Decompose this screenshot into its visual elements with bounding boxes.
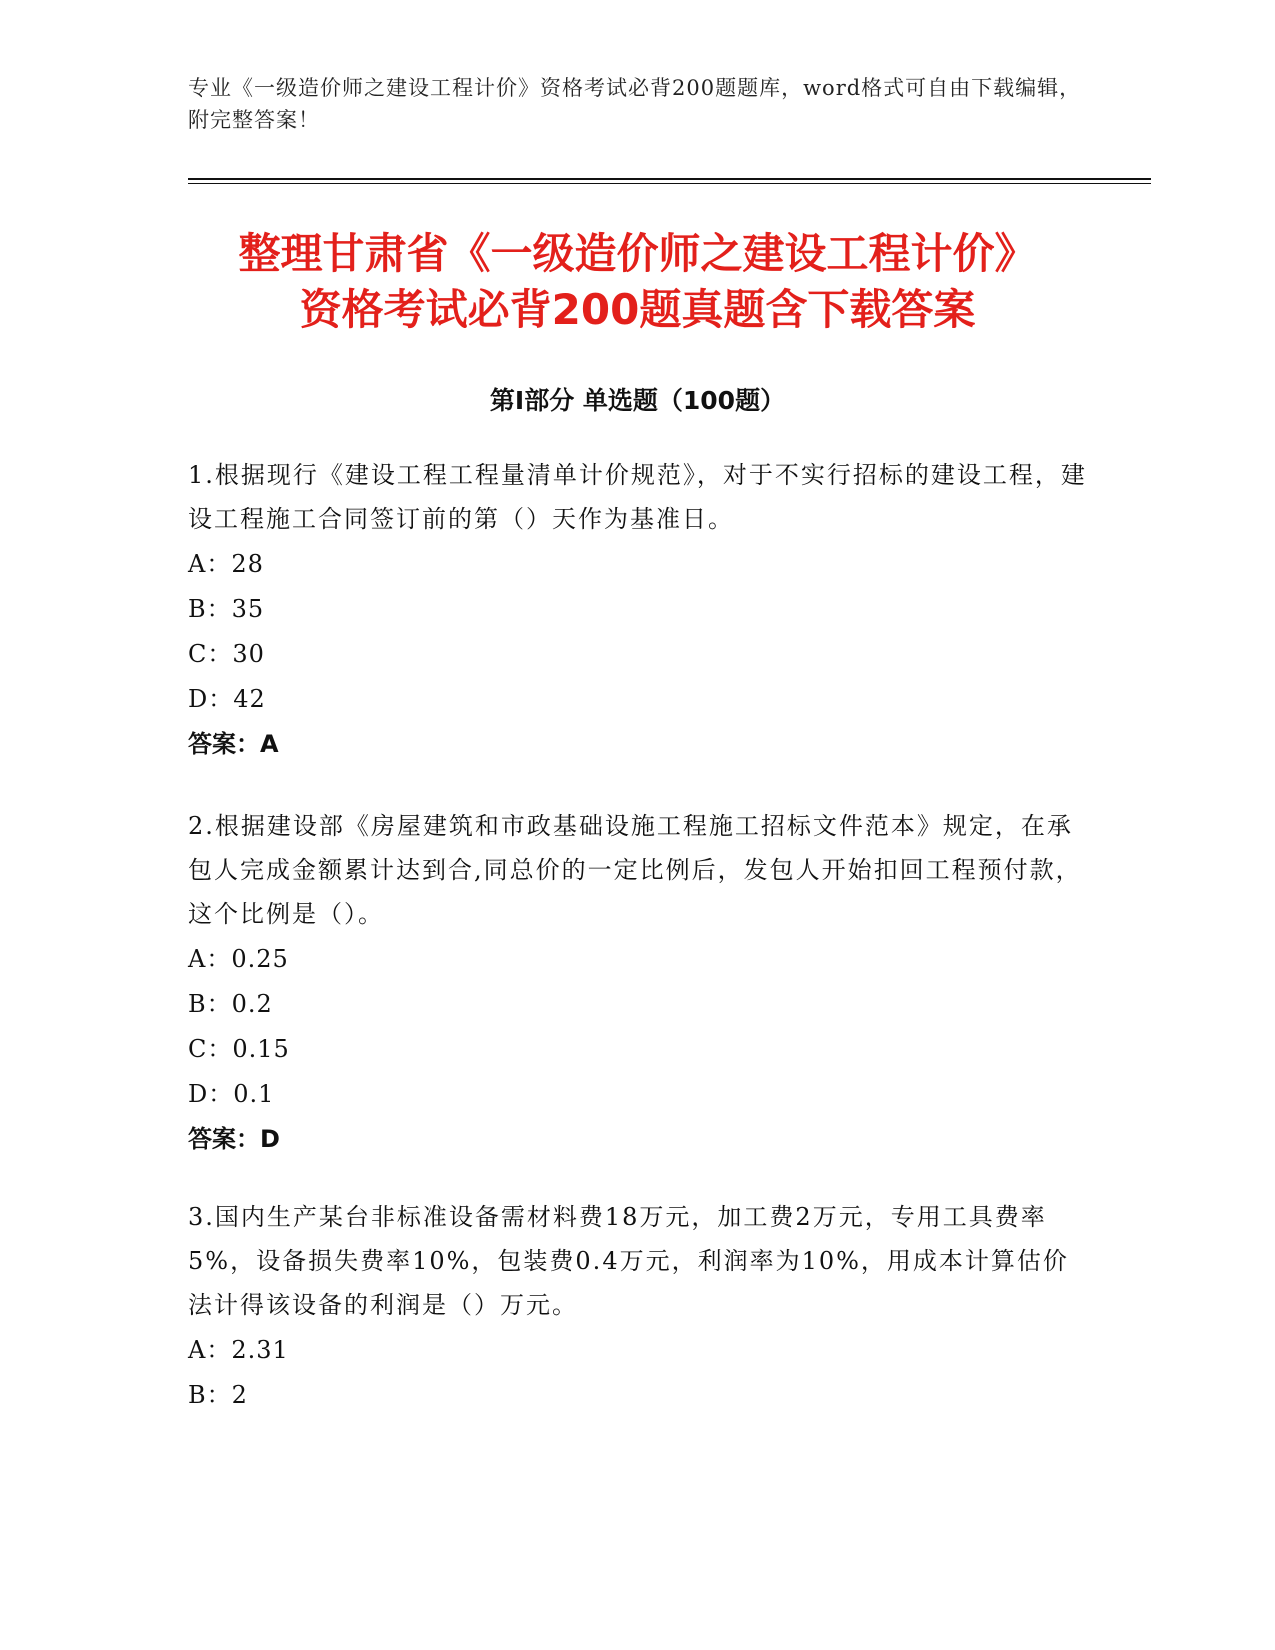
- question-stem: 2.根据建设部《房屋建筑和市政基础设施工程施工招标文件范本》规定，在承包人完成金额累计达到合,同总价的一定比例后，发包人开始扣回工程预付款，这个比例是（）。: [188, 812, 1082, 928]
- option-d: D：0.1: [188, 1080, 275, 1108]
- option-a: A：2.31: [188, 1336, 289, 1364]
- option-a: A：0.25: [188, 945, 289, 973]
- question-stem: 3.国内生产某台非标准设备需材料费18万元，加工费2万元，专用工具费率5%，设备损失费率10%，包装费0.4万元，利润率为10%，用成本计算估价法计得该设备的利润是（）万元。: [188, 1203, 1069, 1319]
- question-3: [188, 1195, 1088, 1417]
- document-title: [140, 226, 1135, 338]
- answer: 答案：A: [188, 730, 279, 758]
- option-b: B：0.2: [188, 990, 273, 1018]
- document-title-line-1: 整理甘肃省《一级造价师之建设工程计价》: [238, 229, 1037, 278]
- option-c: C：30: [188, 640, 265, 668]
- answer: 答案：D: [188, 1125, 280, 1153]
- section-title: 第Ⅰ部分 单选题（100题）: [489, 386, 786, 415]
- option-b: B：2: [188, 1381, 248, 1409]
- option-d: D：42: [188, 685, 266, 713]
- header-rule-thin: [188, 183, 1151, 184]
- question-2: [188, 804, 1088, 1161]
- header-rule-thick: [188, 178, 1151, 180]
- option-a: A：28: [188, 550, 264, 578]
- option-c: C：0.15: [188, 1035, 290, 1063]
- option-b: B：35: [188, 595, 265, 623]
- question-1: [188, 453, 1088, 766]
- header-note: 专业《一级造价师之建设工程计价》资格考试必背200题题库，word格式可自由下载编辑，附完整答案！: [188, 76, 1082, 132]
- question-stem: 1.根据现行《建设工程工程量清单计价规范》，对于不实行招标的建设工程，建设工程施工合同签订前的第（）天作为基准日。: [188, 461, 1087, 533]
- document-title-line-2: 资格考试必背200题真题含下载答案: [299, 285, 976, 334]
